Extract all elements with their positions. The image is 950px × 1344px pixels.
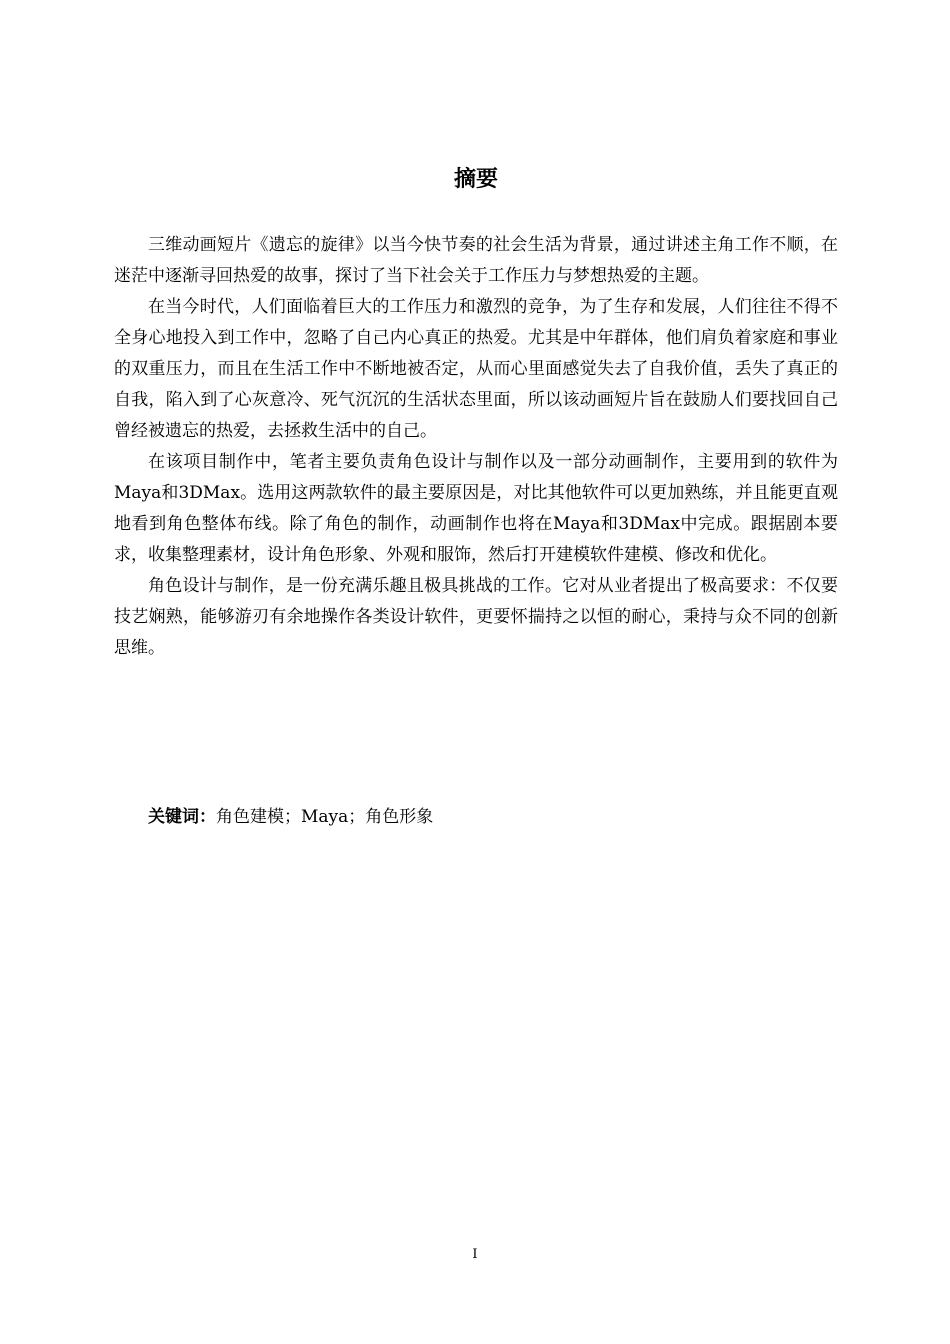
abstract-title: 摘要 <box>453 167 498 192</box>
keywords-value: 角色建模；Maya；角色形象 <box>216 807 434 827</box>
abstract-body <box>114 230 838 664</box>
keywords-line <box>114 802 838 833</box>
keywords-label: 关键词： <box>148 807 216 827</box>
abstract-paragraph-1: 三维动画短片《遗忘的旋律》以当今快节奏的社会生活为背景，通过讲述主角工作不顺，在迷茫中逐渐寻回热爱的故事，探讨了当下社会关于工作压力与梦想热爱的主题。 <box>114 235 838 286</box>
page-number: I <box>472 1247 478 1262</box>
abstract-paragraph-3: 在该项目制作中，笔者主要负责角色设计与制作以及一部分动画制作，主要用到的软件为Maya和3DMax。选用这两款软件的最主要原因是，对比其他软件可以更加熟练，并且能更直观地看到角色整体布线。除了角色的制作，动画制作也将在Maya和3DMax中完成。跟据剧本要求，收集整理素材，设计角色形象、外观和服饰，然后打开建模软件建模、修改和优化。 <box>114 452 838 565</box>
abstract-paragraph-2: 在当今时代，人们面临着巨大的工作压力和激烈的竞争，为了生存和发展，人们往往不得不全身心地投入到工作中，忽略了自己内心真正的热爱。尤其是中年群体，他们肩负着家庭和事业的双重压力，而且在生活工作中不断地被否定，从而心里面感觉失去了自我价值，丢失了真正的自我，陷入到了心灰意冷、死气沉沉的生活状态里面，所以该动画短片旨在鼓励人们要找回自己曾经被遗忘的热爱，去拯救生活中的自己。 <box>114 297 838 441</box>
abstract-paragraph-4: 角色设计与制作，是一份充满乐趣且极具挑战的工作。它对从业者提出了极高要求：不仅要技艺娴熟，能够游刃有余地操作各类设计软件，更要怀揣持之以恒的耐心，秉持与众不同的创新思维。 <box>114 576 838 658</box>
